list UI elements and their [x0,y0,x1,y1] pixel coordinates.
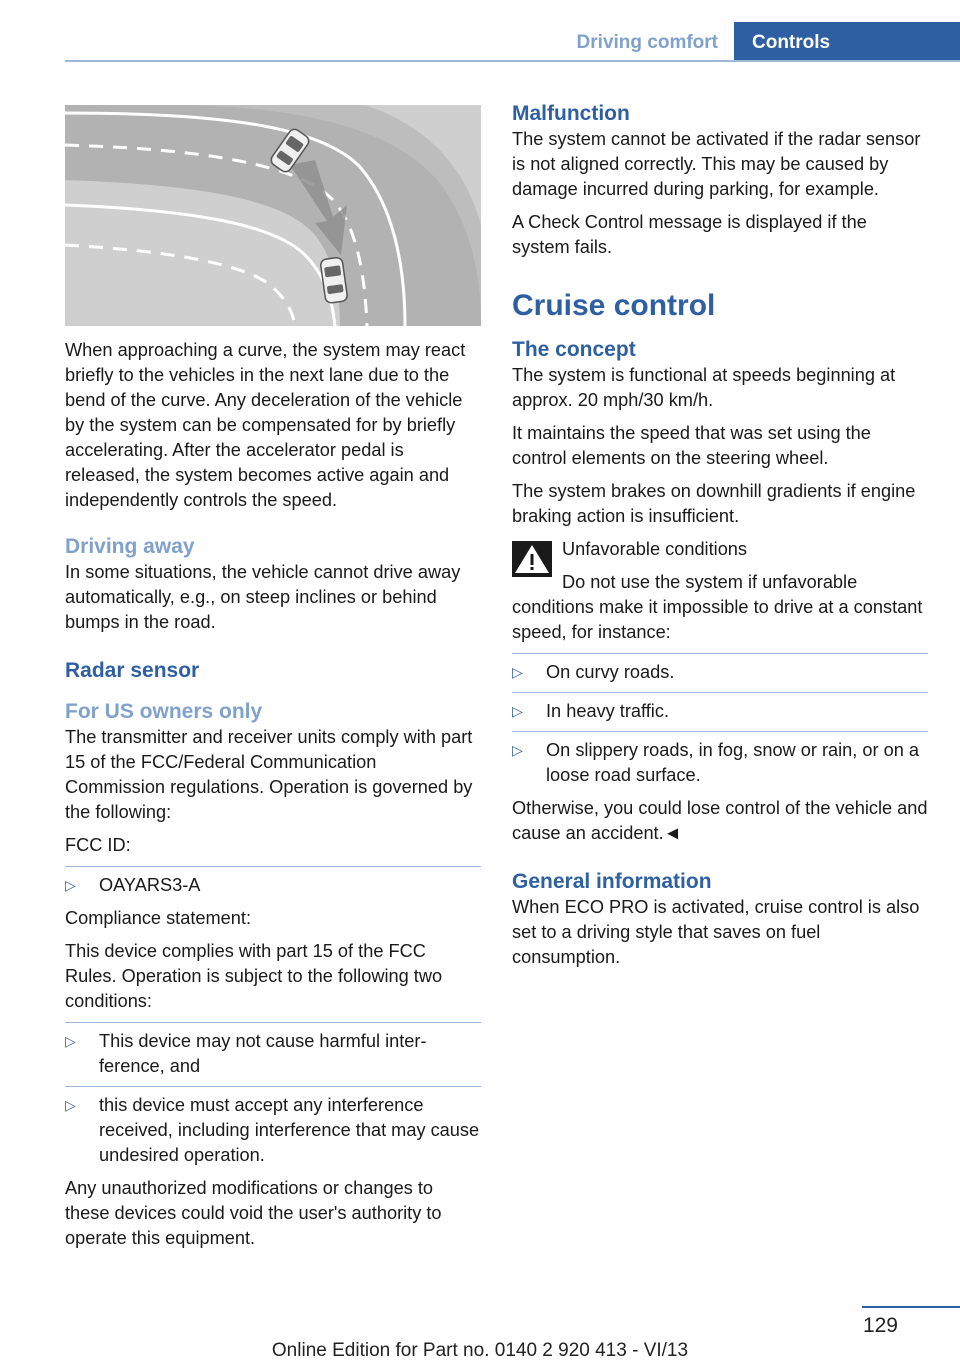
warning-title: Unfavorable conditions [562,539,748,559]
cruise-control-heading: Cruise control [512,289,716,322]
triangle-bullet-icon: ▷ [65,877,76,893]
list-item: ▷ This device may not cause harmful interference, and [65,1022,481,1079]
triangle-bullet-icon: ▷ [65,1097,76,1113]
warning-paragraph: Do not use the system if unfavorable conditions make it impossible to drive at a constant speed, for instance: [512,572,923,642]
left-column [65,100,481,1259]
curve-illustration [65,105,481,326]
malfunction-heading: Malfunction [512,102,630,125]
radar-sensor-heading: Radar sensor [65,659,200,682]
header-rule [65,60,960,62]
malfunction-paragraph-1: The system cannot be activated if the radar sensor is not aligned correctly. This may be caused by damage incurred during parking, for example. [512,129,921,199]
list-item: ▷ OAYARS3-A [65,866,481,898]
fcc-list [65,866,481,898]
driving-away-heading: Driving away [65,535,195,558]
concept-paragraph-2: It maintains the speed that was set using the control elements on the steering wheel. [512,423,871,468]
triangle-bullet-icon: ▷ [512,703,523,719]
warning-end-paragraph: Otherwise, you could lose control of the vehicle and cause an accident.◄ [512,798,928,843]
concept-paragraph-1: The system is functional at speeds beginning at approx. 20 mph/30 km/h. [512,365,896,410]
page-number: 129 [862,1314,898,1337]
triangle-bullet-icon: ▷ [65,1033,76,1049]
triangle-bullet-icon: ▷ [512,664,523,680]
list-item: ▷ On slippery roads, in fog, snow or rain, or on a loose road surface. [512,731,928,788]
section-tab: Driving comfort [576,32,718,53]
general-information-paragraph: When ECO PRO is activated, cruise control is also set to a driving style that saves on fuel consumption. [512,897,920,967]
footer-rule [862,1306,960,1308]
fcc-label: FCC ID: [65,835,131,855]
compliance-paragraph: This device complies with part 15 of the FCC Rules. Operation is subject to the following two conditions: [65,941,443,1011]
chapter-tab: Controls [734,22,960,62]
list-item: ▷ In heavy traffic. [512,692,928,724]
warning-list [512,653,928,788]
edition-footer: Online Edition for Part no. 0140 2 920 413 - VI/13 [271,1340,689,1361]
triangle-bullet-icon: ▷ [512,742,523,758]
list-item: ▷ On curvy roads. [512,653,928,685]
right-column [512,100,928,978]
curve-paragraph: When approaching a curve, the system may react briefly to the vehicles in the next lane due to the bend of the curve. Any deceleration of the vehicle by the system can be compensated for by briefly accelerating. After the accelerator pedal is released, the system becomes active again and independently controls the speed. [65,340,466,510]
driving-away-paragraph: In some situations, the vehicle cannot drive away automatically, e.g., on steep inclines or behind bumps in the road. [65,562,461,632]
page-header [65,22,960,62]
concept-paragraph-3: The system brakes on downhill gradients if engine braking action is insufficient. [512,481,916,526]
general-information-heading: General information [512,870,712,893]
concept-heading: The concept [512,338,636,361]
warning-block [512,537,928,645]
conditions-list [65,1022,481,1168]
malfunction-paragraph-2: A Check Control message is displayed if the system fails. [512,212,867,257]
modifications-paragraph: Any unauthorized modifications or changes to these devices could void the user's authority to operate this equipment. [65,1178,442,1248]
list-item: ▷ this device must accept any interference received, including interference that may cause undesired operation. [65,1086,481,1168]
us-owners-paragraph: The transmitter and receiver units comply with part 15 of the FCC/Federal Communication Commission regulations. Operation is governed by the following: [65,727,473,822]
us-owners-heading: For US owners only [65,700,263,723]
compliance-label: Compliance statement: [65,908,252,928]
warning-icon [512,541,552,577]
